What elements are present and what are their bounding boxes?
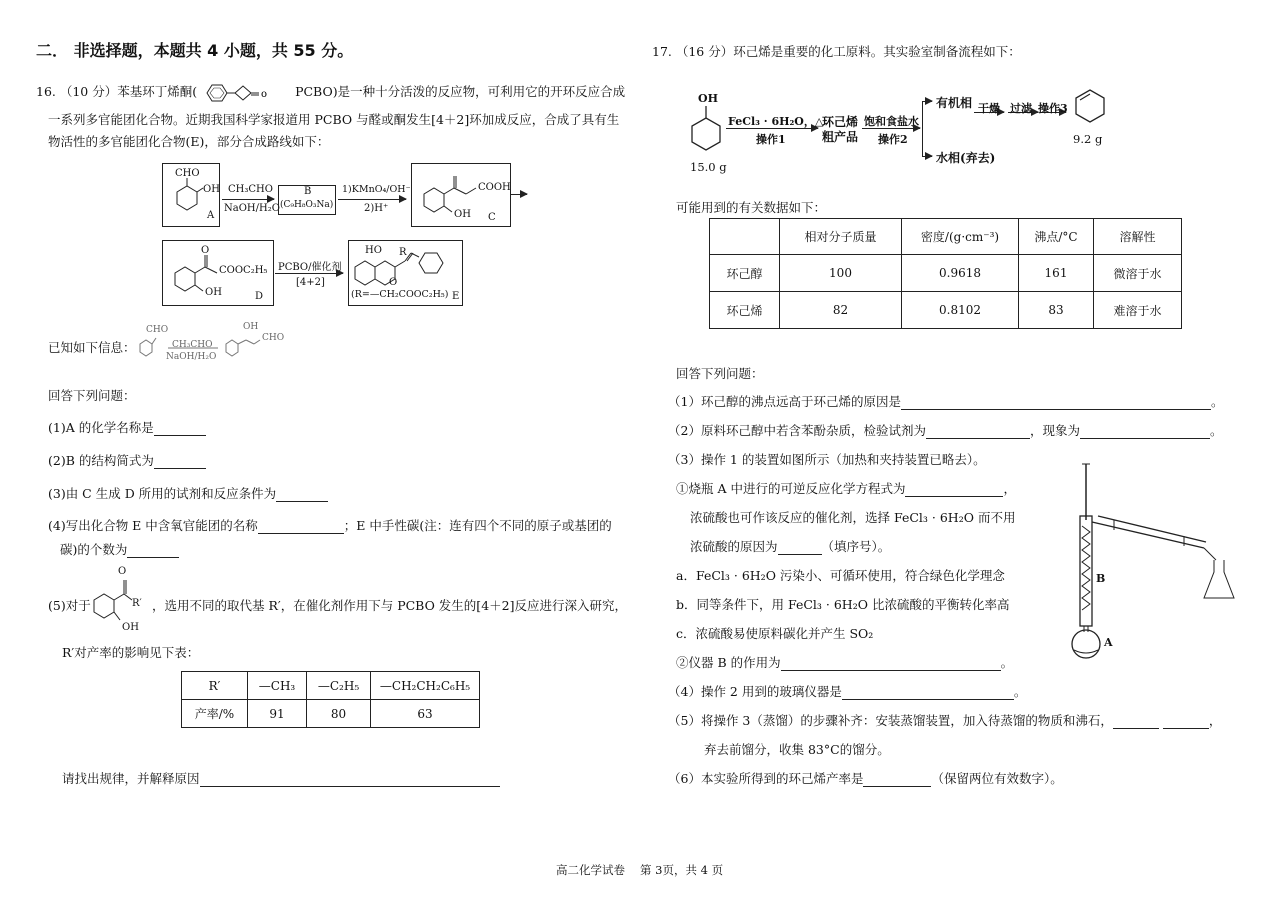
q17-part4-text: （4）操作 2 用到的玻璃仪器是 [668,684,842,699]
q17-part2-blank-b[interactable] [1080,424,1210,439]
known-info-label: 已知如下信息： [48,340,136,355]
organic-phase: 有机相 [936,96,973,110]
compound-a-oh: OH [203,184,220,195]
flow-arrow-1 [726,128,818,129]
q17-part2: （2）原料环己醇中若含苯酚杂质，检验试剂为 ，现象为 。 [668,423,1223,438]
q17-part1-text: （1）环己醇的沸点远高于环己烯的原因是 [668,394,901,409]
q16-part2-blank[interactable] [154,454,206,469]
compound-b-box [278,185,336,215]
compound-e-ho: HO [365,245,382,256]
q17-part3-2-text: ②仪器 B 的作用为 [676,655,781,670]
q17-part3-2: ②仪器 B 的作用为 。 [676,655,1014,670]
flow-filter: 过滤 [1010,102,1032,115]
data-r1-c1: 100 [780,255,902,292]
q16-part6-blank[interactable] [200,772,500,787]
flow-arrow-aqueous [922,156,932,157]
q17-data-table [709,218,1182,329]
yield-cell-1: 91 [248,700,307,728]
q16-part4-text-c: 碳)的个数为 [60,542,128,557]
footer-page: 第 3页，共 4 页 [640,863,724,877]
q16-part1-blank[interactable] [154,421,206,436]
reagent-1-bottom: NaOH/H₂O [224,203,280,214]
compound-c-box [411,163,511,227]
reagent-2-bottom: 2)H⁺ [364,203,389,214]
flow-op-3: 操作3 [1038,102,1068,115]
data-r2-c3: 83 [1019,292,1094,329]
q17-part5-text-a: （5）将操作 3（蒸馏）的步骤补齐：安装蒸馏装置，加入待蒸馏的物质和沸石， [668,713,1113,728]
flow-split-line [922,101,923,157]
q17-part3: （3）操作 1 的装置如图所示（加热和夹持装置已略去）。 [668,452,986,467]
q16-part4-blank-b[interactable] [127,543,179,558]
yield-cell-3: 63 [371,700,480,728]
q17-part5-line2: 弃去前馏分，收集 83°C的馏分。 [704,742,890,757]
q16-part6 [62,769,500,787]
compound-c-cooh: COOH [478,182,511,193]
q17-part3-1-text-a: ①烧瓶 A 中进行的可逆反应化学方程式为 [676,481,906,496]
section-title: 二． 非选择题，本题共 4 小题，共 55 分。 [36,41,354,60]
q17-part1-blank[interactable] [901,395,1211,410]
yield-header-1: —CH₃ [248,672,307,700]
reaction-arrow-2 [338,199,406,200]
cyclohexanol-oh: OH [698,92,718,105]
compound-c-oh: OH [454,209,471,220]
q16-yield-table [181,671,480,728]
q16-part2 [48,451,206,469]
q17-part4: （4）操作 2 用到的玻璃仪器是 。 [668,684,1027,699]
compound-d-ester: COOC₂H₅ [219,265,268,276]
yield-cell-2: 80 [307,700,371,728]
compound-d-oh: OH [205,287,222,298]
q16-part3-text: (3)由 C 生成 D 所用的试剂和反应条件为 [48,486,277,501]
q16-part4-text-b: ；E 中手性碳(注：连有四个不同的原子或基团的 [343,518,612,533]
q16-part4-line1 [48,516,612,534]
q16-part5-b: ，选用不同的取代基 R′，在催化剂作用下与 PCBO 发生的[4＋2]反应进行深入研究， [152,598,627,613]
q16-part4-text-a: (4)写出化合物 E 中含氧官能团的名称 [48,518,258,533]
compound-b-formula: (C₉H₈O₃Na) [280,200,334,210]
q16-answer-prompt: 回答下列问题： [48,388,136,403]
q17-part3-1-blank[interactable] [905,482,1003,497]
q16-part4-line2 [60,540,179,558]
data-r2-c2: 0.8102 [902,292,1019,329]
data-r1-c0: 环己醇 [710,255,780,292]
compound-e-o: O [389,277,398,288]
data-r1-c2: 0.9618 [902,255,1019,292]
q16-intro-part-a: 16. （10 分）苯基环丁烯酮( [36,84,198,99]
q16-intro-line1 [36,82,625,103]
data-r2-c1: 82 [780,292,902,329]
apparatus-label-a: A [1104,636,1113,649]
q17-part1: （1）环己醇的沸点远高于环己烯的原因是 。 [668,394,1224,409]
compound-d-label: D [255,291,264,302]
q16-part1-text: (1)A 的化学名称是 [48,420,154,435]
data-r1-c3: 161 [1019,255,1094,292]
part5-r: R′ [132,598,142,609]
data-header-0 [710,219,780,255]
reagent-2-top: 1)KMnO₄/OH⁻ [342,184,411,195]
q17-data-intro: 可能用到的有关数据如下： [676,200,827,215]
flow-op-2: 操作2 [878,133,908,146]
q16-part3-blank[interactable] [276,487,328,502]
compound-e-box [348,240,463,306]
flow-reagent-2: 饱和食盐水 [864,115,919,128]
q16-part5-a: (5)对于 [48,598,91,613]
q16-intro-line2: 一系列多官能团化合物。近期我国科学家报道用 PCBO 与醛或酮发生[4＋2]环加成反应，合成了具有生 [48,112,620,127]
q16-part4-blank-a[interactable] [258,519,344,534]
data-r2-c4: 难溶于水 [1094,292,1182,329]
q17-part3-1-line3 [690,537,890,555]
product-mass: 9.2 g [1073,132,1103,146]
known-reagent-bottom: NaOH/H₂O [166,352,217,362]
distillation-apparatus-diagram [1064,460,1240,670]
q17-part2-text-a: （2）原料环己醇中若含苯酚杂质，检验试剂为 [668,423,926,438]
known-cho-product: CHO [262,333,285,343]
compound-a-box [162,163,220,227]
q17-option-a: a．FeCl₃ · 6H₂O 污染小、可循环使用，符合绿色化学理念 [676,568,1005,583]
crude-product-2: 粗产品 [822,130,859,144]
flow-arrow-organic [922,101,932,102]
q17-part3-1-text-c2: （填序号）。 [821,539,891,554]
data-r1-c4: 微溶于水 [1094,255,1182,292]
reagent-3-top: PCBO/催化剂 [278,262,342,273]
q16-part2-text: (2)B 的结构简式为 [48,453,154,468]
q17-part4-blank[interactable] [842,685,1014,700]
data-header-2: 密度/(g·cm⁻³) [902,219,1019,255]
compound-d-o: O [201,245,210,256]
q17-part3-2-blank[interactable] [781,656,1001,671]
q16-intro-line3: 物活性的多官能团化合物(E)，部分合成路线如下： [48,134,330,149]
reaction-arrow-4 [275,273,343,274]
flow-arrow-2 [862,128,920,129]
flow-op-1: 操作1 [756,133,786,146]
footer-left: 高二化学试卷 [556,863,625,877]
q17-part3-1-blank-c[interactable] [778,540,822,555]
known-reagent-top: CH₃CHO [172,340,213,350]
part5-oh: OH [122,622,139,633]
yield-header-2: —C₂H₅ [307,672,371,700]
q17-part3-1-text-c: 浓硫酸的原因为 [690,539,778,554]
compound-a-cho: CHO [175,168,200,179]
known-cho: CHO [146,325,169,335]
compound-d-box [162,240,274,306]
reagent-1-top: CH₃CHO [228,184,273,195]
q17-intro: 17. （16 分）环己烯是重要的化工原料。其实验室制备流程如下： [652,44,1021,59]
compound-c-label: C [488,212,496,223]
part5-o: O [118,566,127,577]
reaction-arrow-3 [511,194,527,195]
data-r2-c0: 环己烯 [710,292,780,329]
known-oh: OH [243,322,259,332]
yield-header-3: —CH₂CH₂C₆H₅ [371,672,480,700]
q17-part6-text-a: （6）本实验所得到的环己烯产率是 [668,771,864,786]
q17-answer-prompt: 回答下列问题： [676,366,764,381]
q17-part2-text-b: ，现象为 [1029,423,1080,438]
data-header-1: 相对分子质量 [780,219,902,255]
q17-part2-blank-a[interactable] [926,424,1030,439]
cyclohexene-structure [1070,80,1116,130]
crude-product-1: 环己烯 [822,115,859,129]
q16-part5-c: R′对产率的影响见下表： [62,645,200,660]
q17-part5-blank-b[interactable] [1163,714,1209,729]
data-header-3: 沸点/°C [1019,219,1094,255]
flow-dry: 干燥 [978,102,1000,115]
q17-part6-text-b: （保留两位有效数字）。 [931,771,1063,786]
q16-part6-text: 请找出规律，并解释原因 [62,771,200,786]
compound-e-note: (R=—CH₂COOC₂H₅) [351,289,449,300]
apparatus-label-b: B [1096,572,1106,585]
q17-part3-1-line1: ①烧瓶 A 中进行的可逆反应化学方程式为 ， [676,481,1016,496]
yield-cell-0: 产率/% [182,700,248,728]
compound-b-label: B [304,186,312,197]
compound-e-label: E [452,291,460,302]
reaction-arrow-1 [222,199,274,200]
q17-part5-line1: （5）将操作 3（蒸馏）的步骤补齐：安装蒸馏装置，加入待蒸馏的物质和沸石， ， [668,713,1222,728]
q17-part3-1-line2: 浓硫酸也可作该反应的催化剂，选择 FeCl₃ · 6H₂O 而不用 [690,510,1016,525]
q16-part1 [48,418,206,436]
q16-part3 [48,484,328,502]
q17-part6-blank[interactable] [863,772,931,787]
svg-text:o: o [261,88,268,100]
q17-part6 [668,769,1063,787]
q17-option-b: b．同等条件下，用 FeCl₃ · 6H₂O 比浓硫酸的平衡转化率高 [676,597,1010,612]
reagent-3-bottom: [4+2] [296,277,325,288]
compound-e-r: R [399,247,407,258]
start-mass: 15.0 g [690,160,727,174]
pcbo-structure-icon [201,83,291,103]
q16-intro-part-b: PCBO)是一种十分活泼的反应物，可利用它的开环反应合成 [295,84,626,99]
q17-option-c: c．浓硫酸易使原料碳化并产生 SO₂ [676,626,874,641]
compound-a-label: A [207,210,215,221]
data-header-4: 溶解性 [1094,219,1182,255]
q17-part5-blank-a[interactable] [1113,714,1159,729]
aqueous-phase: 水相(弃去) [936,151,996,165]
flow-reagent-1: FeCl₃ · 6H₂O，△ [728,115,824,128]
yield-header-0: R′ [182,672,248,700]
